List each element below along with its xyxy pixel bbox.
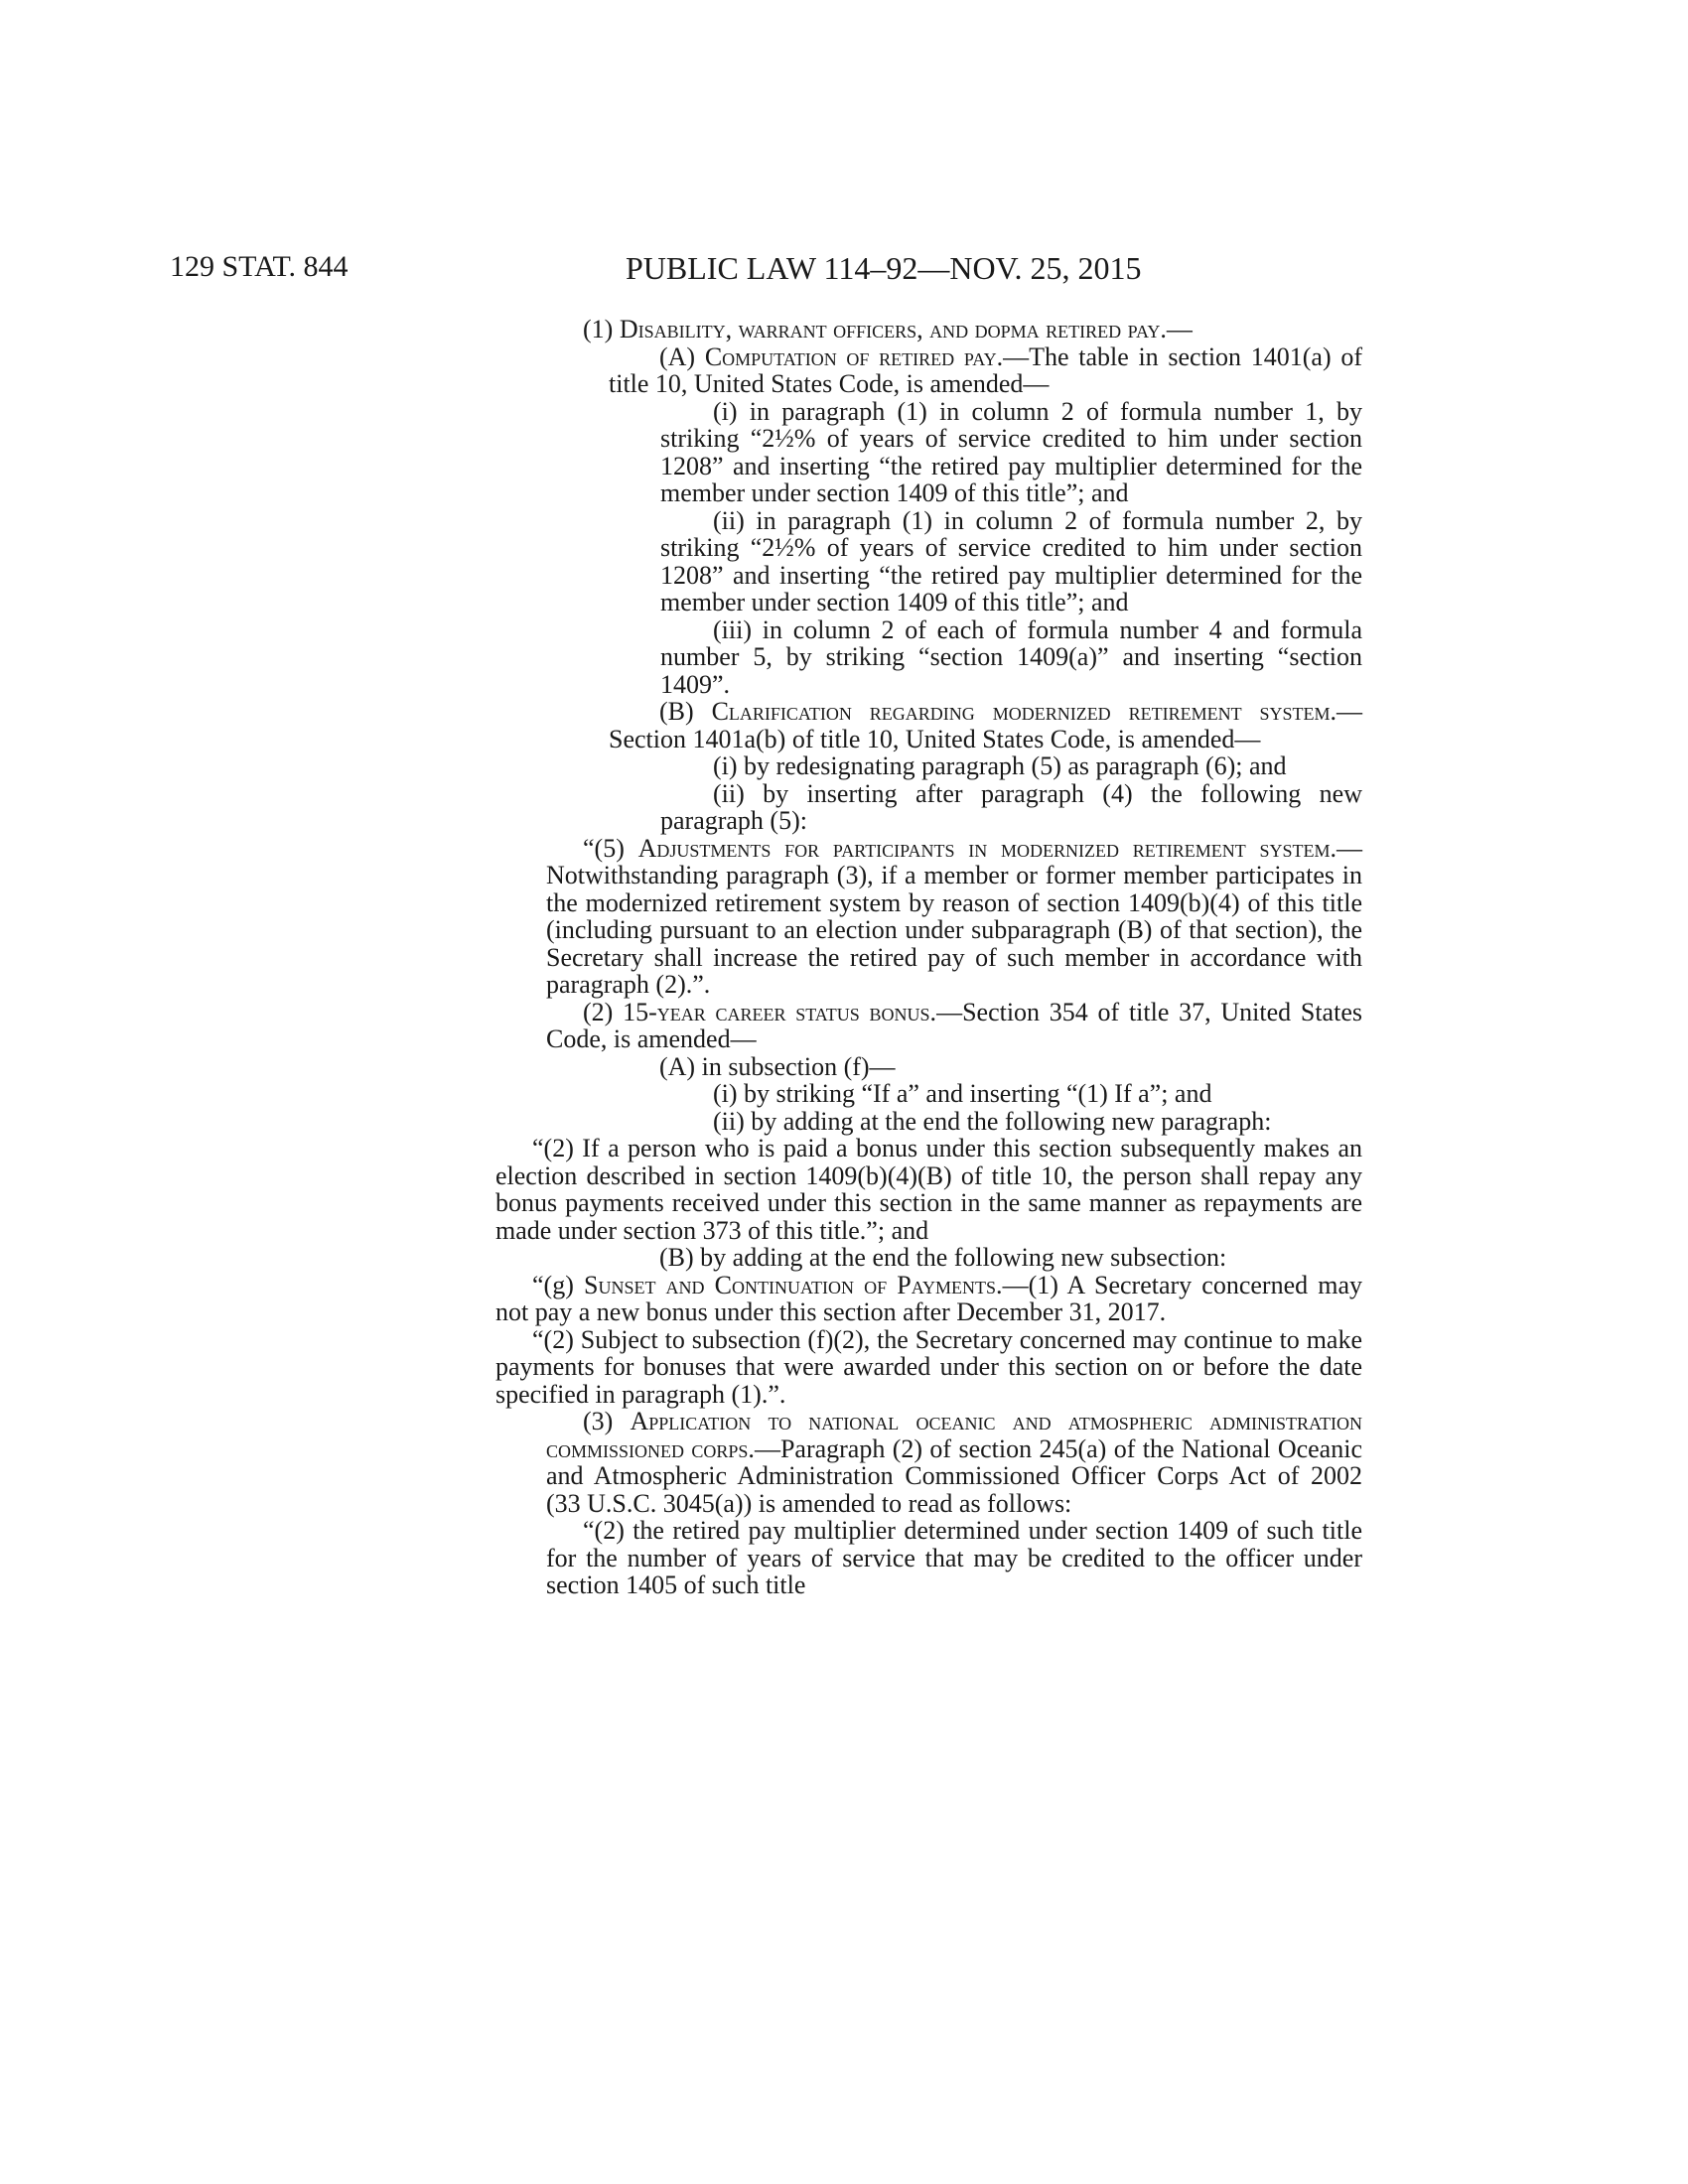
paragraph-2: (2) 15-year career status bonus.—Section 354 of title 37, United States Code, is amended—	[546, 997, 1362, 1053]
inserted-subsection-g: “(g) Sunset and Continuation of Payments.—(1) A Secretary concerned may not pay a new bonus under this section after December 31, 2017.	[495, 1270, 1363, 1326]
clause-1b-i: (i) by redesignating paragraph (5) as paragraph (6); and	[713, 751, 1287, 780]
statute-text	[495, 315, 1363, 1599]
clause-1a-iii: (iii) in column 2 of each of formula number 4 and formula number 5, by striking “section 1409(a)” and inserting “section 1409”.	[660, 614, 1362, 699]
inserted-paragraph-245a2: “(2) the retired pay multiplier determined under section 1409 of such title for the number of years of service that may be credited to the officer under section 1405 of such title	[546, 1516, 1362, 1599]
subparagraph-2b: (B) by adding at the end the following new subsection:	[659, 1243, 1227, 1272]
clause-1a-i: (i) in paragraph (1) in column 2 of formula number 1, by striking “2½% of years of service credited to him under section 1208” and inserting “the retired pay multiplier determined for the member under section 1409 of this title”; and	[660, 396, 1362, 507]
clause-2a-ii: (ii) by adding at the end the following new paragraph:	[713, 1106, 1272, 1136]
paragraph-1: (1) Disability, warrant officers, and dopma retired pay.—	[583, 315, 1193, 343]
running-header	[0, 250, 1688, 290]
clause-1a-ii: (ii) in paragraph (1) in column 2 of formula number 2, by striking “2½% of years of service credited to him under section 1208” and inserting “the retired pay multiplier determined for the member under section 1409 of this title”; and	[660, 505, 1362, 616]
subparagraph-1b: (B) Clarification regarding modernized retirement system.—Section 1401a(b) of title 10, United States Code, is amended—	[609, 697, 1362, 753]
inserted-paragraph-f2: “(2) If a person who is paid a bonus under this section subsequently makes an election described in section 1409(b)(4)(B) of title 10, the person shall repay any bonus payments received under this section in the same manner as repayments are made under section 373 of this title.”; and	[495, 1134, 1362, 1245]
statute-citation: 129 STAT. 844	[170, 250, 349, 283]
subparagraph-1a: (A) Computation of retired pay.—The table in section 1401(a) of title 10, United States Code, is amended—	[609, 341, 1362, 398]
inserted-subsection-g2: “(2) Subject to subsection (f)(2), the Secretary concerned may continue to make payments for bonuses that were awarded under this section on or before the date specified in paragraph (1).”.	[495, 1324, 1362, 1409]
subparagraph-2a: (A) in subsection (f)—	[659, 1051, 896, 1081]
clause-2a-i: (i) by striking “If a” and inserting “(1) If a”; and	[713, 1079, 1212, 1108]
paragraph-3: (3) Application to national oceanic and atmospheric administration commissioned corps.—Paragraph (2) of section 245(a) of the National Oceanic and Atmospheric Administration Commissioned Officer Corps Act of 2002 (33 U.S.C. 3045(a)) is amended to read as follows:	[546, 1407, 1362, 1518]
public-law-citation: PUBLIC LAW 114–92—NOV. 25, 2015	[626, 250, 1142, 286]
clause-1b-ii: (ii) by inserting after paragraph (4) the following new paragraph (5):	[660, 778, 1362, 835]
inserted-paragraph-5: “(5) Adjustments for participants in modernized retirement system.—Notwithstanding paragraph (3), if a member or former member participates in the modernized retirement system by reason of section 1409(b)(4) of this title (including pursuant to an election under subparagraph (B) of that section), the Secretary shall increase the retired pay of such member in accordance with paragraph (2).”.	[546, 833, 1363, 999]
